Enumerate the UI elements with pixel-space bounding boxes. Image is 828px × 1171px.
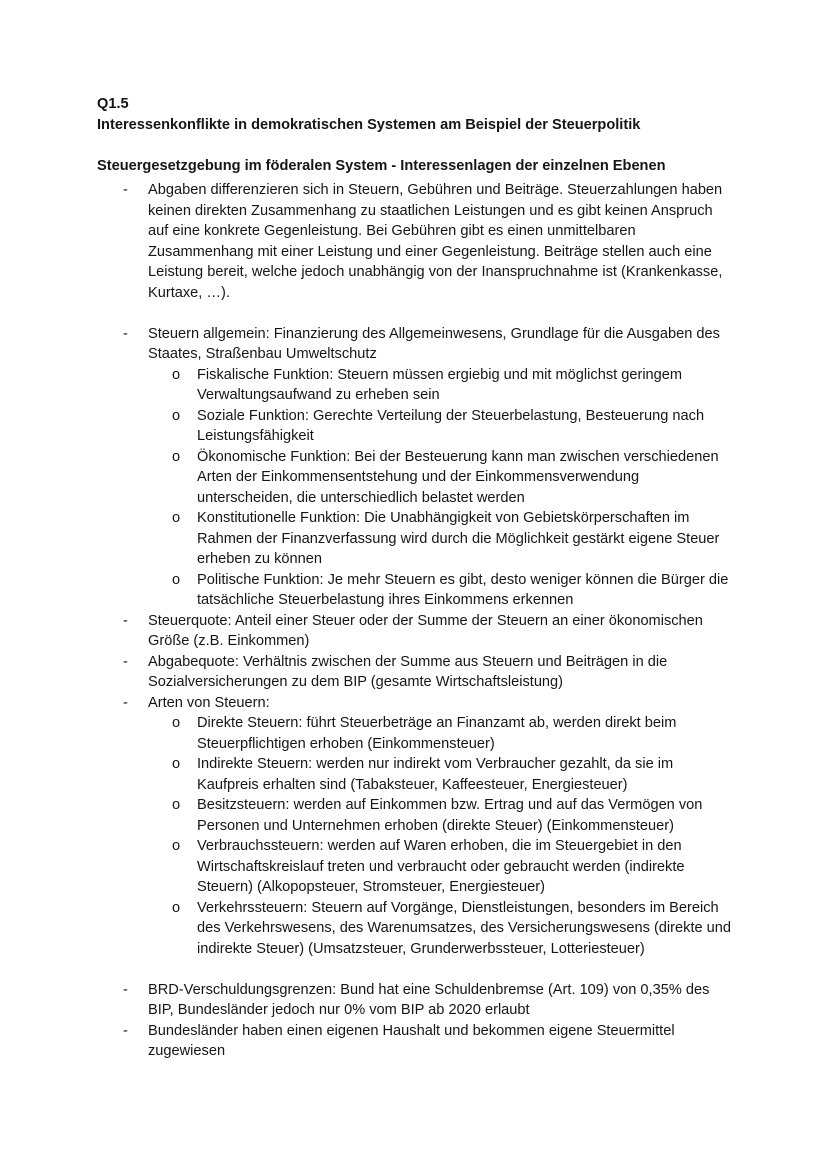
list-item bbox=[97, 713, 733, 754]
list-item bbox=[97, 693, 733, 714]
list-item bbox=[97, 795, 733, 836]
list-item bbox=[97, 324, 733, 365]
list-item bbox=[97, 570, 733, 611]
list-item-text: Abgaben differenzieren sich in Steuern, Gebühren und Beiträge. Steuerzahlungen haben keinen direkten Zusammenhang zu staatlichen Leistungen und es gibt keinen Anspruch auf eine konkrete Gegenleistung. Bei Gebühren gibt es einen unmittelbaren Zusammenhang mit einer Leistung und einer Gegenleistung. Beiträge stellen auch eine Leistung bereit, welche jedoch unabhängig von der Inanspruchnahme ist (Krankenkasse, Kurtaxe, …). bbox=[148, 182, 723, 301]
circle-bullet-marker: o bbox=[172, 715, 181, 731]
bullet-list bbox=[97, 180, 733, 1062]
circle-bullet-marker: o bbox=[172, 756, 181, 772]
circle-bullet-marker: o bbox=[172, 510, 181, 526]
circle-bullet-marker: o bbox=[172, 448, 181, 465]
dash-bullet-marker: - bbox=[123, 182, 128, 198]
list-item bbox=[97, 611, 733, 652]
list-item bbox=[97, 754, 733, 795]
list-item-text: BRD-Verschuldungsgrenzen: Bund hat eine Schuldenbremse (Art. 109) von 0,35% des BIP, Bundesländer jedoch nur 0% vom BIP ab 2020 erlaubt bbox=[148, 981, 710, 1018]
list-item bbox=[97, 180, 733, 303]
circle-bullet-marker: o bbox=[172, 366, 181, 383]
dash-bullet-marker: - bbox=[123, 325, 128, 342]
list-item-text: Arten von Steuern: bbox=[148, 694, 270, 711]
dash-bullet-marker: - bbox=[123, 653, 128, 670]
list-item-text: Besitzsteuern: werden auf Einkommen bzw. Ertrag und auf das Vermögen von Personen und Unternehmen erhoben (direkte Steuer) (Einkommensteuer) bbox=[197, 797, 703, 834]
dash-bullet-marker: - bbox=[123, 981, 128, 998]
dash-bullet-marker: - bbox=[123, 1022, 128, 1039]
list-item bbox=[97, 898, 733, 960]
list-item-text: Ökonomische Funktion: Bei der Besteuerung kann man zwischen verschiedenen Arten der Einkommensentstehung und der Einkommensverwendung unterscheiden, die unterschiedlich belastet werden bbox=[197, 448, 719, 506]
circle-bullet-marker: o bbox=[172, 838, 181, 854]
list-item bbox=[97, 652, 733, 693]
circle-bullet-marker: o bbox=[172, 571, 181, 588]
list-item bbox=[97, 1021, 733, 1062]
dash-bullet-marker: - bbox=[123, 694, 128, 711]
list-item-text: Politische Funktion: Je mehr Steuern es gibt, desto weniger können die Bürger die tatsächliche Steuerbelastung ihres Einkommens erkennen bbox=[197, 571, 729, 608]
document-content bbox=[97, 94, 733, 1062]
list-item-text: Direkte Steuern: führt Steuerbeträge an Finanzamt ab, werden direkt beim Steuerpflichtigen erhoben (Einkommensteuer) bbox=[197, 715, 677, 752]
list-item-text: Abgabequote: Verhältnis zwischen der Summe aus Steuern und Beiträgen in die Sozialversicherungen zu dem BIP (gesamte Wirtschaftsleistung) bbox=[148, 653, 668, 690]
list-item-text: Fiskalische Funktion: Steuern müssen ergiebig und mit möglichst geringem Verwaltungsaufwand zu erheben sein bbox=[197, 366, 683, 403]
list-item bbox=[97, 508, 733, 570]
list-item-text: Soziale Funktion: Gerechte Verteilung der Steuerbelastung, Besteuerung nach Leistungsfähigkeit bbox=[197, 407, 705, 444]
list-item bbox=[97, 980, 733, 1021]
doc-title: Interessenkonflikte in demokratischen Systemen am Beispiel der Steuerpolitik bbox=[97, 116, 641, 133]
list-item-text: Indirekte Steuern: werden nur indirekt vom Verbraucher gezahlt, da sie im Kaufpreis erhalten sind (Tabaksteuer, Kaffeesteuer, Energiesteuer) bbox=[197, 756, 674, 793]
list-item-text: Verkehrssteuern: Steuern auf Vorgänge, Dienstleistungen, besonders im Bereich des Verkehrswesens, des Warenumsatzes, des Versicherungswesens (direkte und indirekte Steuer) (Umsatzsteuer, Grunderwerbssteuer, Lotteriesteuer) bbox=[197, 899, 732, 957]
circle-bullet-marker: o bbox=[172, 899, 181, 916]
list-item bbox=[97, 447, 733, 509]
dash-bullet-marker: - bbox=[123, 612, 128, 629]
list-item bbox=[97, 365, 733, 406]
list-item-text: Bundesländer haben einen eigenen Haushalt und bekommen eigene Steuermittel zugewiesen bbox=[148, 1022, 675, 1059]
circle-bullet-marker: o bbox=[172, 407, 181, 424]
list-item bbox=[97, 406, 733, 447]
list-item-text: Steuern allgemein: Finanzierung des Allgemeinwesens, Grundlage für die Ausgaben des Staates, Straßenbau Umweltschutz bbox=[148, 325, 720, 362]
circle-bullet-marker: o bbox=[172, 797, 181, 813]
list-item-text: Steuerquote: Anteil einer Steuer oder der Summe der Steuern an einer ökonomischen Größe (z.B. Einkommen) bbox=[148, 612, 703, 649]
list-item bbox=[97, 836, 733, 898]
list-item-text: Verbrauchssteuern: werden auf Waren erhoben, die im Steuergebiet in den Wirtschaftskreislauf treten und verbraucht oder gebraucht werden (indirekte Steuern) (Alkopopsteuer, Stromsteuer, Energiesteuer) bbox=[197, 838, 685, 895]
course-code: Q1.5 bbox=[97, 96, 129, 112]
list-item-text: Konstitutionelle Funktion: Die Unabhängigkeit von Gebietskörperschaften im Rahmen der Finanzverfassung wird durch die Möglichkeit gestärkt eigene Steuer erheben zu können bbox=[197, 510, 720, 567]
section-heading: Steuergesetzgebung im föderalen System - Interessenlagen der einzelnen Ebenen bbox=[97, 157, 666, 174]
